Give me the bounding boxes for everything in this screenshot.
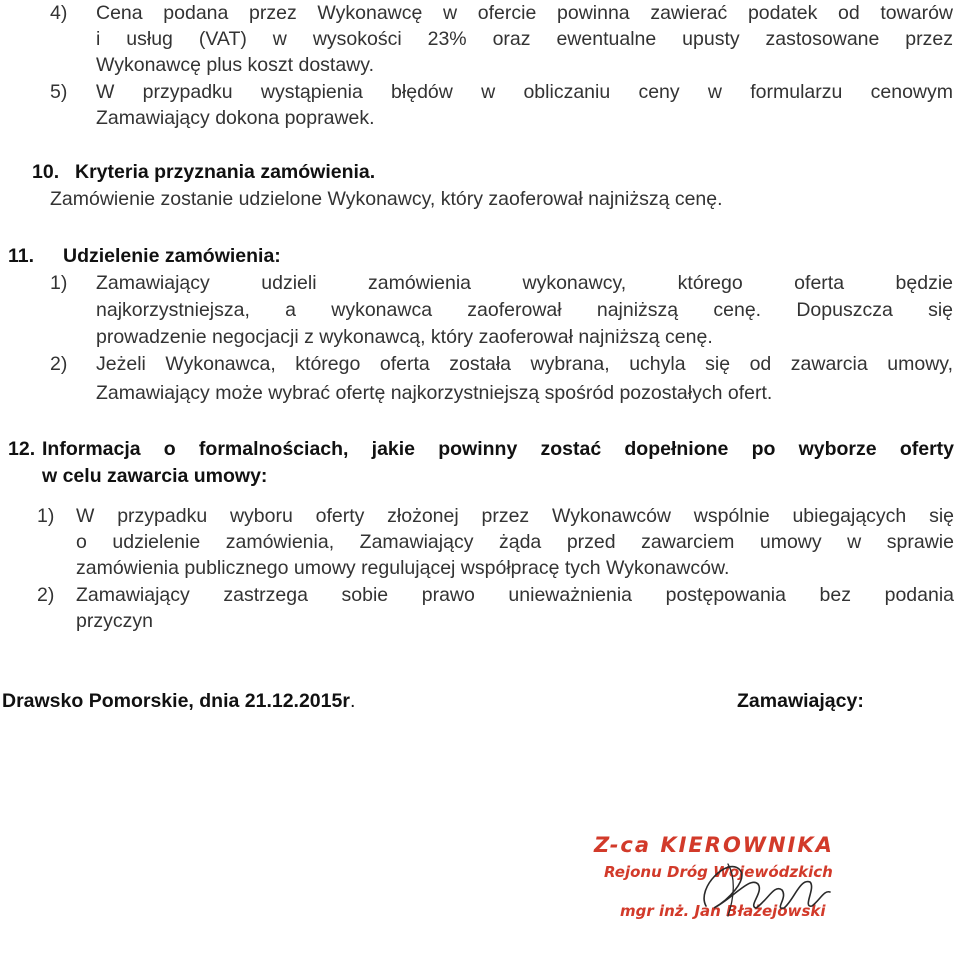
stamp-line-2: Rejonu Dróg Wojewódzkich [604,863,833,881]
stamp-line-1: Z-ca KIEROWNIKA [594,833,834,857]
item-4-line-3: Wykonawcę plus koszt dostawy. [96,54,374,76]
section-12-item-1-line-2: o udzielenie zamówienia, Zamawiający żąda przed zawarciem umowy w sprawie [76,531,954,553]
item-5-number: 5) [50,81,68,103]
section-10-text: Zamówienie zostanie udzielone Wykonawcy, który zaoferował najniższą cenę. [50,188,723,210]
section-12-item-2-number: 2) [37,584,55,606]
item-4-number: 4) [50,2,68,24]
section-11-item-2-number: 2) [50,353,68,375]
section-11-number: 11. [8,245,35,267]
section-11-item-2-line-1: Jeżeli Wykonawca, którego oferta została wybrana, uchyla się od zawarcia umowy, [96,353,953,375]
section-10-title: Kryteria przyznania zamówienia. [75,161,376,183]
section-11-item-1-line-3: prowadzenie negocjacji z wykonawcą, który zaoferował najniższą cenę. [96,326,713,348]
section-12-title-line-2: w celu zawarcia umowy: [42,465,268,487]
item-4-line-1: Cena podana przez Wykonawcę w ofercie powinna zawierać podatek od towarów [96,2,953,24]
signatory-label: Zamawiający: [737,690,864,712]
section-12-item-1-line-1: W przypadku wyboru oferty złożonej przez Wykonawców wspólnie ubiegających się [76,505,954,527]
section-12-number: 12. [8,438,36,460]
official-stamp [578,828,878,938]
section-12-item-2-line-2: przyczyn [76,610,153,632]
section-12-item-2-line-1: Zamawiający zastrzega sobie prawo unieważnienia postępowania bez podania [76,584,954,606]
section-12-title-line-1: Informacja o formalnościach, jakie powinny zostać dopełnione po wyborze oferty [42,438,954,460]
place-and-date-dot: . [349,690,356,712]
section-11-item-1-number: 1) [50,272,68,294]
section-12-item-1-line-3: zamówienia publicznego umowy regulującej współpracę tych Wykonawców. [76,557,730,579]
section-11-item-1-line-2: najkorzystniejsza, a wykonawca zaoferował najniższą cenę. Dopuszcza się [96,299,953,321]
stamp-line-3: mgr inż. Jan Błażejowski [620,902,826,920]
section-12-item-1-number: 1) [37,505,55,527]
item-5-line-1: W przypadku wystąpienia błędów w obliczaniu ceny w formularzu cenowym [96,81,953,103]
section-10-number: 10. [32,161,60,183]
place-and-date [2,688,355,714]
section-11-item-1-line-1: Zamawiający udzieli zamówienia wykonawcy, którego oferta będzie [96,272,953,294]
section-11-title: Udzielenie zamówienia: [63,245,281,267]
item-4-line-2: i usług (VAT) w wysokości 23% oraz ewentualne upusty zastosowane przez [96,28,953,50]
handwritten-signature [578,828,878,938]
item-5-line-2: Zamawiający dokona poprawek. [96,107,375,129]
section-11-item-2-line-2: Zamawiający może wybrać ofertę najkorzystniejszą spośród pozostałych ofert. [96,382,773,404]
place-and-date-text: Drawsko Pomorskie, dnia 21.12.2015r [2,690,350,712]
